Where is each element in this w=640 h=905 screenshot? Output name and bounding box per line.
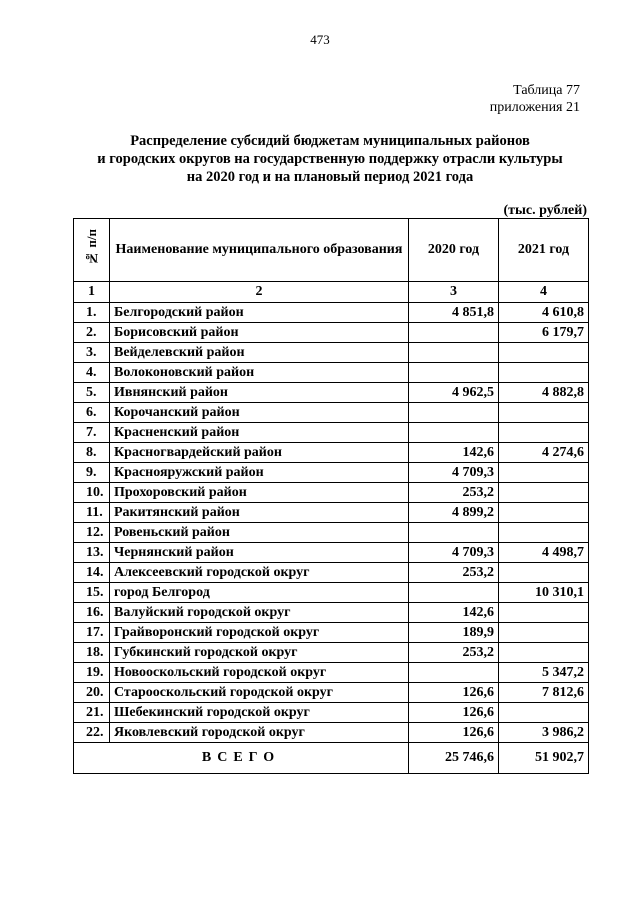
row-value-2020: 4 709,3: [409, 543, 499, 563]
row-value-2020: [409, 403, 499, 423]
row-number: 11.: [74, 503, 110, 523]
row-number: 22.: [74, 723, 110, 743]
table-row: [74, 463, 589, 483]
row-value-2021: [499, 523, 589, 543]
row-value-2021: [499, 463, 589, 483]
page-number: 473: [310, 32, 330, 47]
row-number: 9.: [74, 463, 110, 483]
table-row: [74, 443, 589, 463]
row-value-2021: 4 498,7: [499, 543, 589, 563]
row-value-2020: 126,6: [409, 683, 499, 703]
row-number: 20.: [74, 683, 110, 703]
row-name: Борисовский район: [110, 323, 409, 343]
row-name: Прохоровский район: [110, 483, 409, 503]
row-name: Ивнянский район: [110, 383, 409, 403]
appendix-label: приложения 21: [489, 100, 580, 115]
row-number: 2.: [74, 323, 110, 343]
table-row: [74, 403, 589, 423]
row-value-2021: 4 274,6: [499, 443, 589, 463]
col-header-2020: 2020 год: [409, 219, 499, 282]
row-value-2021: [499, 623, 589, 643]
table-row: [74, 343, 589, 363]
row-number: 21.: [74, 703, 110, 723]
row-number: 15.: [74, 583, 110, 603]
row-value-2021: 7 812,6: [499, 683, 589, 703]
title-line-1: Распределение субсидий бюджетам муниципальных районов: [130, 133, 530, 149]
document-title: [70, 132, 590, 186]
row-number: 10.: [74, 483, 110, 503]
subsidy-table: [73, 218, 589, 774]
row-value-2021: [499, 343, 589, 363]
row-number: 3.: [74, 343, 110, 363]
row-value-2021: 4 610,8: [499, 303, 589, 323]
row-value-2020: 253,2: [409, 483, 499, 503]
total-2020: 25 746,6: [409, 743, 499, 774]
row-number: 12.: [74, 523, 110, 543]
row-value-2021: [499, 503, 589, 523]
row-value-2020: [409, 583, 499, 603]
table-label: Таблица 77: [513, 83, 580, 98]
col-header-name: Наименование муниципального образования: [110, 219, 409, 282]
table-row: [74, 303, 589, 323]
row-name: Губкинский городской округ: [110, 643, 409, 663]
row-value-2020: 189,9: [409, 623, 499, 643]
row-number: 13.: [74, 543, 110, 563]
col-index-3: 3: [409, 282, 499, 303]
table-row: [74, 563, 589, 583]
row-name: Красненский район: [110, 423, 409, 443]
table-row: [74, 703, 589, 723]
col-index-2: 2: [110, 282, 409, 303]
row-name: Валуйский городской округ: [110, 603, 409, 623]
row-value-2020: [409, 423, 499, 443]
row-value-2021: 6 179,7: [499, 323, 589, 343]
row-name: Белгородский район: [110, 303, 409, 323]
col-index-4: 4: [499, 282, 589, 303]
table-row: [74, 603, 589, 623]
row-value-2020: [409, 523, 499, 543]
col-header-2021: 2021 год: [499, 219, 589, 282]
row-value-2021: [499, 703, 589, 723]
row-name: город Белгород: [110, 583, 409, 603]
row-name: Краснояружский район: [110, 463, 409, 483]
row-name: Яковлевский городской округ: [110, 723, 409, 743]
row-number: 14.: [74, 563, 110, 583]
row-name: Шебекинский городской округ: [110, 703, 409, 723]
row-value-2021: [499, 423, 589, 443]
row-value-2020: 253,2: [409, 643, 499, 663]
total-label: ВСЕГО: [74, 743, 409, 774]
total-row: [74, 743, 589, 774]
row-value-2021: [499, 483, 589, 503]
units-label: (тыс. рублей): [503, 203, 587, 218]
table-row: [74, 583, 589, 603]
row-number: 17.: [74, 623, 110, 643]
row-value-2021: 3 986,2: [499, 723, 589, 743]
row-value-2020: 142,6: [409, 603, 499, 623]
table-row: [74, 523, 589, 543]
table-label-block: [380, 82, 580, 116]
table-row: [74, 643, 589, 663]
row-number: 18.: [74, 643, 110, 663]
row-name: Красногвардейский район: [110, 443, 409, 463]
row-value-2020: [409, 323, 499, 343]
row-value-2020: [409, 663, 499, 683]
row-value-2020: [409, 363, 499, 383]
table-row: [74, 323, 589, 343]
row-number: 5.: [74, 383, 110, 403]
total-2021: 51 902,7: [499, 743, 589, 774]
col-header-number-label: № п/п: [83, 228, 99, 266]
row-value-2021: [499, 403, 589, 423]
row-name: Старооскольский городской округ: [110, 683, 409, 703]
row-number: 1.: [74, 303, 110, 323]
column-index-row: [74, 282, 589, 303]
row-number: 8.: [74, 443, 110, 463]
table-row: [74, 483, 589, 503]
row-name: Грайворонский городской округ: [110, 623, 409, 643]
row-name: Ракитянский район: [110, 503, 409, 523]
row-number: 4.: [74, 363, 110, 383]
row-name: Алексеевский городской округ: [110, 563, 409, 583]
row-value-2020: 4 899,2: [409, 503, 499, 523]
title-line-2: и городских округов на государственную поддержку отрасли культуры: [97, 151, 563, 167]
row-number: 6.: [74, 403, 110, 423]
row-value-2021: 10 310,1: [499, 583, 589, 603]
row-name: Ровеньский район: [110, 523, 409, 543]
row-number: 7.: [74, 423, 110, 443]
table-row: [74, 623, 589, 643]
row-value-2020: 4 709,3: [409, 463, 499, 483]
row-value-2020: 126,6: [409, 703, 499, 723]
table-body: [74, 303, 589, 743]
table-row: [74, 723, 589, 743]
row-value-2020: 142,6: [409, 443, 499, 463]
row-value-2021: [499, 603, 589, 623]
row-value-2020: [409, 343, 499, 363]
row-value-2021: [499, 363, 589, 383]
table-row: [74, 423, 589, 443]
row-value-2020: 126,6: [409, 723, 499, 743]
col-header-number: [74, 219, 110, 282]
table-row: [74, 383, 589, 403]
row-number: 16.: [74, 603, 110, 623]
table-row: [74, 363, 589, 383]
row-name: Вейделевский район: [110, 343, 409, 363]
row-value-2021: [499, 643, 589, 663]
row-number: 19.: [74, 663, 110, 683]
table-row: [74, 503, 589, 523]
table-row: [74, 663, 589, 683]
row-value-2021: 5 347,2: [499, 663, 589, 683]
title-line-3: на 2020 год и на плановый период 2021 года: [186, 169, 474, 185]
row-name: Новооскольский городской округ: [110, 663, 409, 683]
row-value-2021: [499, 563, 589, 583]
col-index-1: 1: [74, 282, 110, 303]
row-value-2020: 4 851,8: [409, 303, 499, 323]
table-header-row: [74, 219, 589, 282]
table-row: [74, 543, 589, 563]
row-value-2020: 4 962,5: [409, 383, 499, 403]
row-name: Чернянский район: [110, 543, 409, 563]
row-value-2020: 253,2: [409, 563, 499, 583]
row-value-2021: 4 882,8: [499, 383, 589, 403]
table-row: [74, 683, 589, 703]
row-name: Корочанский район: [110, 403, 409, 423]
row-name: Волоконовский район: [110, 363, 409, 383]
